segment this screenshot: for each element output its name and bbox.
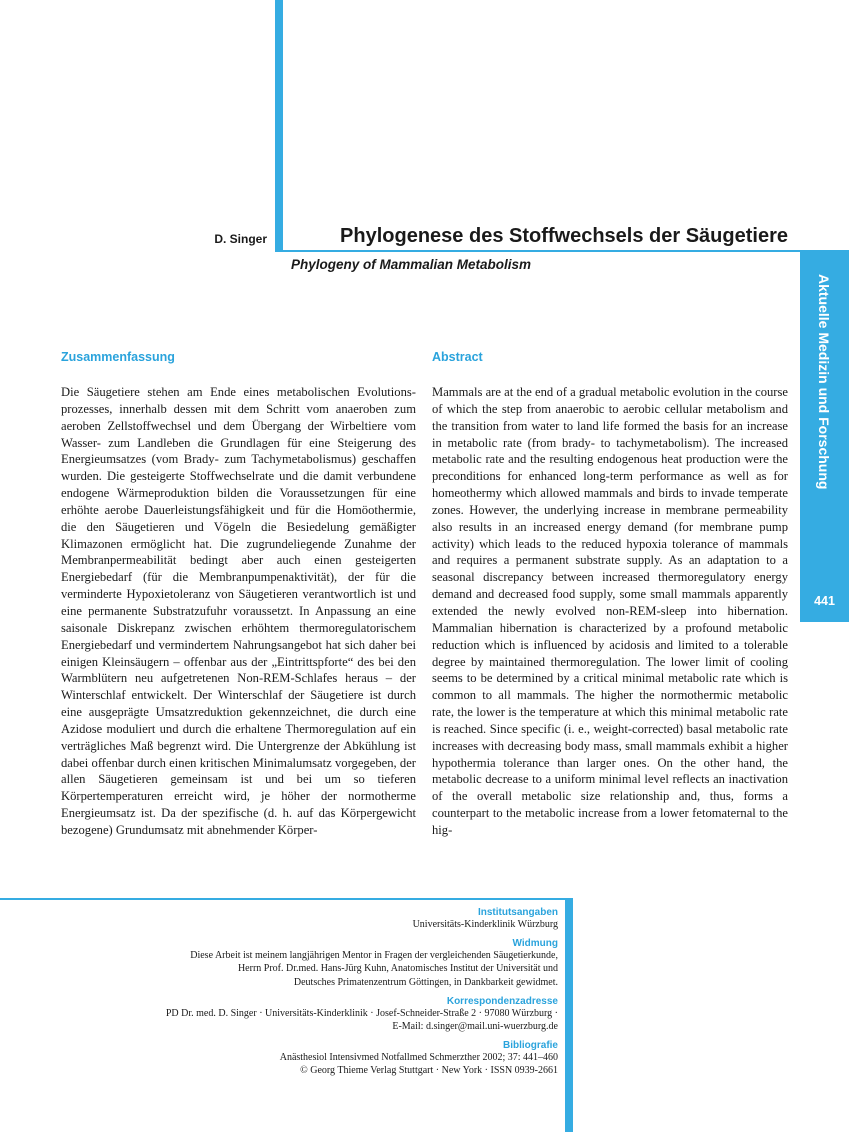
section-label: Aktuelle Medizin und Forschung	[816, 274, 832, 490]
abstract-heading: Abstract	[432, 350, 483, 364]
widmung-line: Deutsches Primatenzentrum Göttingen, in Dankbarkeit gewidmet.	[293, 976, 558, 988]
header-vertical-bar	[275, 0, 283, 251]
korrespondenz-line: PD Dr. med. D. Singer · Universitäts-Kinderklinik · Josef-Schneider-Straße 2 · 97080 Würzburg ·	[165, 1007, 558, 1019]
widmung-line: Herrn Prof. Dr.med. Hans-Jürg Kuhn, Anatomisches Institut der Universität und	[237, 963, 558, 975]
institut-text: Universitäts-Kinderklinik Würzburg	[412, 919, 558, 930]
widmung-line: Diese Arbeit ist meinem langjährigen Mentor in Fragen der vergleichenden Säugetierkunde,	[190, 950, 558, 962]
info-box-rule	[0, 898, 573, 900]
info-box-vertical-bar	[565, 898, 573, 1132]
korrespondenz-email: E-Mail: d.singer@mail.uni-wuerzburg.de	[392, 1021, 558, 1033]
author-name: D. Singer	[214, 232, 267, 246]
info-box	[38, 907, 558, 1078]
section-side-tab	[800, 252, 849, 622]
article-title: Phylogenese des Stoffwechsels der Säugetiere	[340, 225, 788, 247]
zusammenfassung-heading: Zusammenfassung	[61, 350, 175, 364]
header-rule	[275, 250, 849, 252]
page-number: 441	[814, 594, 835, 608]
institut-heading: Institutsangaben	[477, 907, 558, 918]
zusammenfassung-text: Die Säugetiere stehen am Ende eines metabolischen Evolutionsprozesses, innerhalb dessen mit dem Schritt vom anaeroben zum aeroben Zellstoffwechsel und dem Übergang der Wirbeltiere vom Wasser- zum Landleben die Grundlagen für eine Steigerung des Energieumsatzes (vom Brady- zum Tachymetabolismus) geschaffen wurden. Die gesteigerte Stoffwechselrate und die damit verbundene endogene Wärmeproduktion bilden die Voraussetzungen für eine erhöhte aerobe Dauerleistungsfähigkeit und für die Homöothermie, die den Säugetieren und Vögeln die Besiedelung gemäßigter Klimazonen ermöglicht hat. Die zugrundeliegende Zunahme der Membranpermeabilität bedingt aber auch einen gesteigerten Energiebedarf (für die Membranpumpenaktivität), der für die verminderte Hypoxietoleranz von Säugetieren verantwortlich ist und eine permanente Substratzufuhr voraussetzt. In Anpassung an eine saisonale Diskrepanz zwischen erhöhtem thermoregulatorischem Energiebedarf und vermindertem Nahrungsangebot hat sich daher bei einigen Kleinsäugern – offenbar aus der „Eintrittspforte“ des bei den Warmblütern neu aufgetretenen Non-REM-Schlafes heraus – der Winterschlaf entwickelt. Der Winterschlaf der Säugetiere ist durch eine ausgeprägte Umsatzreduktion gekennzeichnet, die durch eine Azidose moduliert und durch die erhaltene Thermoregulation auf ein verträgliches Maß begrenzt wird. Die Untergrenze der Abkühlung ist dabei offenbar durch einen kritischen Minimalumsatz vorgegeben, der allen Säugetieren gemeinsam ist und bei um so tieferen Körpertemperaturen erreicht wird, je höher der normotherme Energieumsatz ist. Da der spezifische (d. h. auf das Körpergewicht bezogene) Grundumsatz mit abnehmender Körper-	[61, 385, 416, 837]
abstract-text: Mammals are at the end of a gradual metabolic evolution in the course of which the step from anaerobic to aerobic cellular metabolism and the transition from water to land life formed the basis for an increase in metabolic rate (from brady- to tachymetabolism). The increased metabolic rate and the resulting endogenous heat production were the preconditions for enhanced long-term performance as well as for homeothermy which allowed mammals and birds to invade temperate zones. However, the underlying increase in membrane permeability also results in an increased energy demand (for membrane pump activity) which leads to the reduced hypoxia tolerance of mammals and requires a permanent substrate supply. As an adaptation to a seasonal discrepancy between increased thermoregulatory energy demand and decreased food supply, some small mammals apparently extended the newly evolved non-REM-sleep into hibernation. Mammalian hibernation is characterized by a profound metabolic reduction which is influenced by acidosis and limited to a tolerable degree by maintained thermoregulation. The lower limit of cooling seems to be determined by a critical minimal metabolic rate which is common to all mammals. The higher the normothermic metabolic rate, the lower is the temperature at which this minimal metabolic rate is reached. Since specific (i. e., weight-corrected) basal metabolic rate increases with decreasing body mass, small mammals exhibit a higher hypothermia tolerance than larger ones. On the other hand, the metabolic decrease to a uniform minimal level reflects an inactivation of the overall metabolic size relationship and, thus, forms a counterpart to the metabolic increase from a lower fetomaternal to the hig-	[432, 385, 788, 837]
bibliografie-heading: Bibliografie	[502, 1040, 558, 1052]
korrespondenz-heading: Korrespondenzadresse	[446, 995, 558, 1007]
article-subtitle: Phylogeny of Mammalian Metabolism	[291, 257, 532, 272]
bibliografie-line: © Georg Thieme Verlag Stuttgart · New York · ISSN 0939-2661	[300, 1065, 558, 1077]
widmung-heading: Widmung	[512, 938, 558, 950]
bibliografie-line: Anästhesiol Intensivmed Notfallmed Schmerzther 2002; 37: 441–460	[279, 1052, 558, 1064]
